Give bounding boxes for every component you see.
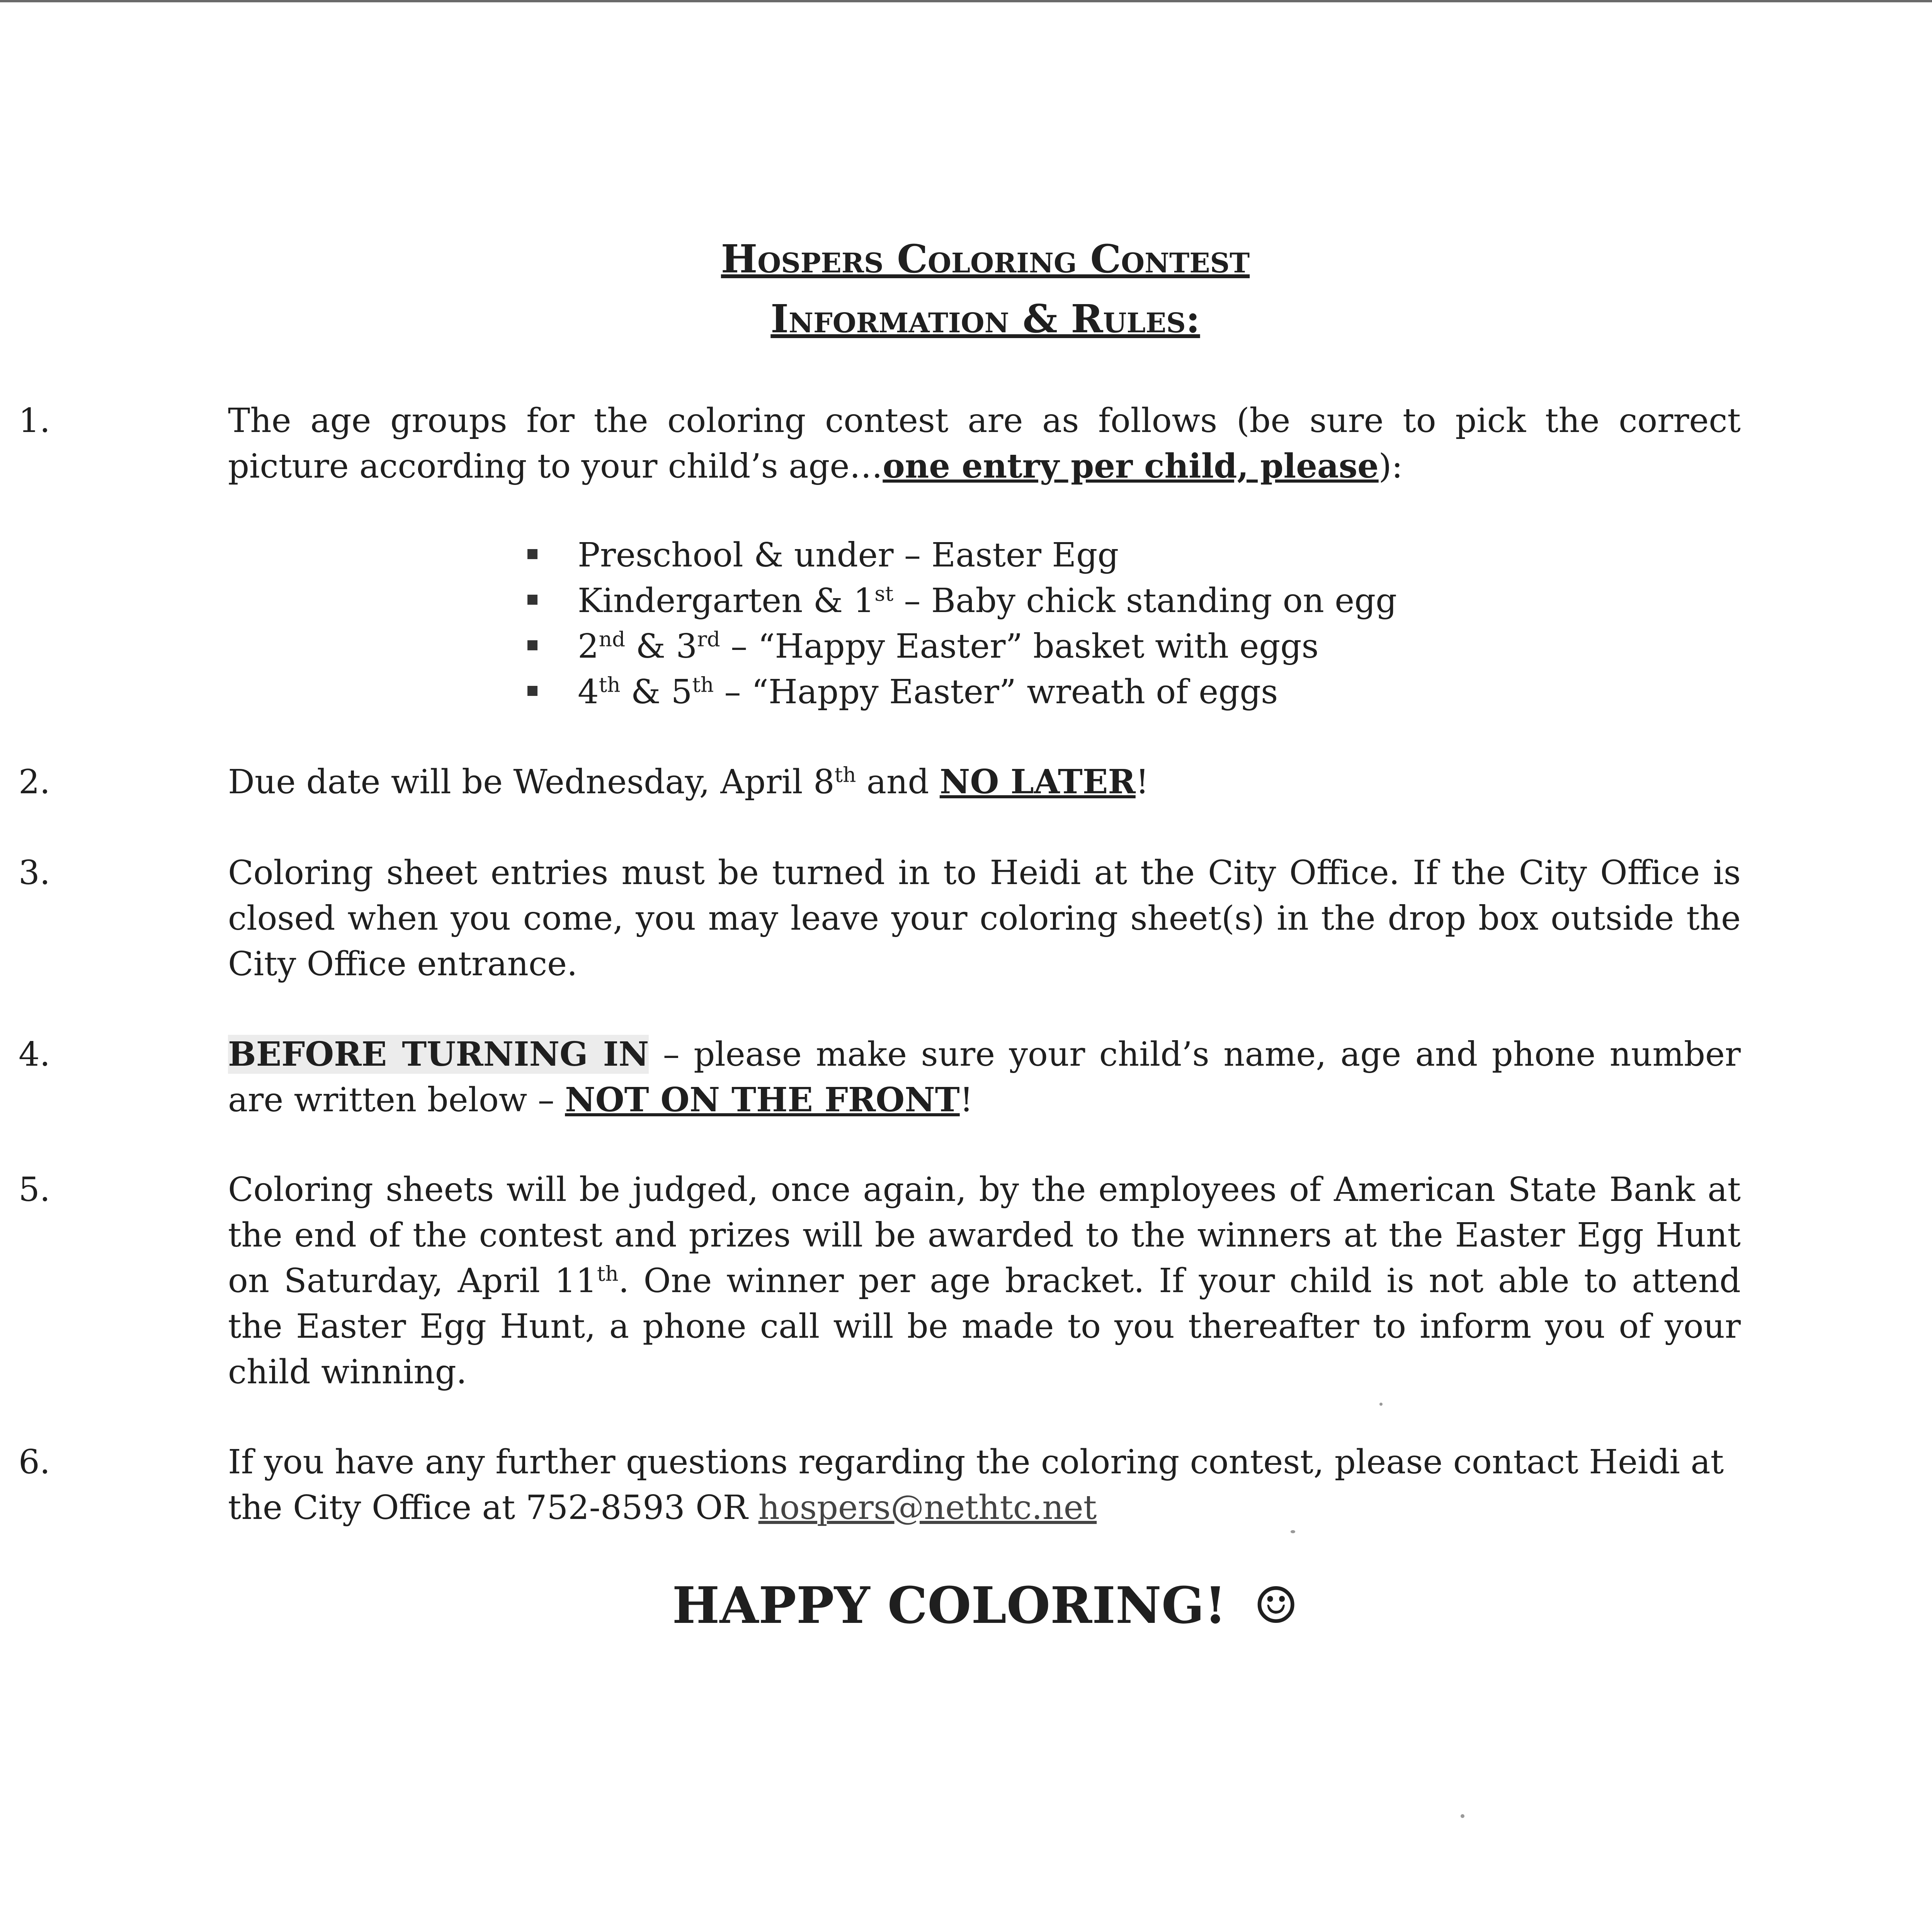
age-group-item: Kindergarten & 1st – Baby chick standing on egg [578,578,1737,624]
rule-item-5 [18,1167,1741,1395]
rule-item-4 [18,1032,1741,1123]
rule-emphasis: NO LATER [939,762,1136,801]
bullet-square-icon [527,640,537,650]
rule-item-3 [18,850,1741,987]
rule-emphasis: NOT ON THE FRONT [565,1080,960,1119]
age-group-item: Preschool & under – Easter Egg [578,532,1737,578]
age-group-list [578,532,1737,715]
bullet-square-icon [527,595,537,605]
age-group-item: 4th & 5th – “Happy Easter” wreath of eggs [578,669,1737,715]
rule-text: BEFORE TURNING IN – please make sure your child’s name, age and phone number are written below – NOT ON THE FRONT! [228,1035,1741,1119]
rule-emphasis: one entry per child, please [883,447,1379,486]
rule-text: Coloring sheets will be judged, once again, by the employees of American State Bank at the end of the contest and prizes will be awarded to the winners at the Easter Egg Hunt on Saturday, April 11th. One winner per age bracket. If your child is not able to attend the Easter Egg Hunt, a phone call will be made to you thereafter to inform you of your child winning. [228,1170,1741,1391]
rule-highlight: BEFORE TURNING IN [228,1035,649,1074]
rule-number: 5. [18,1170,50,1209]
rule-text: The age groups for the coloring contest are as follows (be sure to pick the correct picture according to your child’s age…one entry per child, please): [228,401,1741,486]
closing-message: HAPPY COLORING! ☺ [0,1575,1932,1636]
rule-number: 4. [18,1035,50,1074]
rule-text: Due date will be Wednesday, April 8th and NO LATER! [228,762,1149,801]
email-link[interactable]: hospers@nethtc.net [758,1488,1097,1527]
rule-number: 3. [18,854,50,892]
smiley-icon: ☺ [1253,1576,1299,1635]
rule-number: 6. [18,1443,50,1481]
rule-item-2 [18,759,1741,805]
bullet-square-icon [527,686,537,696]
age-group-item: 2nd & 3rd – “Happy Easter” basket with eggs [578,624,1737,669]
page-subtitle: Information & Rules: [770,296,1200,342]
rule-item-6 [18,1439,1741,1531]
rule-item-1 [18,398,1741,489]
scan-speck [1291,1530,1295,1533]
page-top-edge [0,0,1932,2]
rule-number: 2. [18,763,50,801]
scan-speck [1379,1403,1383,1406]
rule-number: 1. [18,401,50,440]
rule-text: If you have any further questions regarding the coloring contest, please contact Heidi at the City Office at 752-8593 OR hospers@nethtc.net [228,1443,1724,1527]
scan-speck [1461,1814,1464,1818]
bullet-square-icon [527,549,537,559]
rule-text: Coloring sheet entries must be turned in to Heidi at the City Office. If the City Office is closed when you come, you may leave your coloring sheet(s) in the drop box outside the City Office entrance. [228,854,1741,983]
page-title: Hospers Coloring Contest [721,236,1250,282]
